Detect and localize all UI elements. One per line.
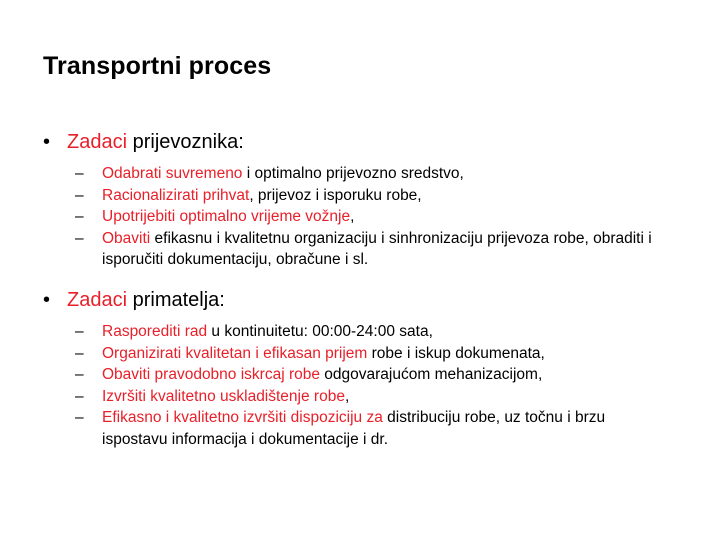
bullet-icon: • xyxy=(43,131,51,153)
dash-icon: – xyxy=(75,229,84,247)
dash-icon: – xyxy=(75,366,84,383)
dash-icon: – xyxy=(75,208,84,225)
list-item xyxy=(43,364,657,386)
item-text: robe i iskup dokumenata, xyxy=(367,344,545,362)
list-item xyxy=(43,386,657,408)
item-text: odgovarajućom mehanizacijom, xyxy=(319,366,543,383)
list-item xyxy=(43,321,657,343)
highlighted-text: Efikasno i kvalitetno izvršiti dispoziciju za xyxy=(102,409,383,426)
item-text: efikasnu i kvalitetnu organizaciju i sinhronizaciju prijevoza robe, obraditi i isporučiti dokumentaciju, obračune i sl. xyxy=(102,229,652,268)
dash-icon: – xyxy=(75,344,84,362)
section-carrier-tasks xyxy=(43,129,683,271)
item-text: i optimalno prijevozno sredstvo, xyxy=(242,165,464,182)
dash-icon: – xyxy=(75,387,84,405)
section-recipient-tasks xyxy=(43,287,683,450)
section-heading xyxy=(43,287,683,313)
slide-title: Transportni proces xyxy=(43,52,272,80)
highlighted-text: Rasporediti rad xyxy=(102,323,208,340)
item-text: , xyxy=(344,387,350,405)
list-item xyxy=(43,228,657,271)
list-item xyxy=(43,163,657,185)
dash-icon: – xyxy=(75,186,84,204)
item-text: u kontinuitetu: 00:00-24:00 sata, xyxy=(207,323,433,340)
heading-text: prijevoznika: xyxy=(127,131,244,153)
highlighted-text: Odabrati suvremeno xyxy=(102,165,243,182)
list-item xyxy=(43,343,657,365)
highlighted-text: Racionalizirati prihvat xyxy=(102,186,250,204)
section-heading xyxy=(43,129,683,155)
item-text: , prijevoz i isporuku robe, xyxy=(249,186,422,204)
bullet-icon: • xyxy=(43,289,51,311)
heading-text: primatelja: xyxy=(127,289,225,311)
heading-highlight: Zadaci xyxy=(67,131,128,153)
highlighted-text: Organizirati kvalitetan i efikasan prijem xyxy=(102,344,368,362)
item-text: , xyxy=(350,208,355,225)
list-item xyxy=(43,206,657,228)
list-item xyxy=(43,407,657,450)
dash-icon: – xyxy=(75,323,84,340)
dash-icon: – xyxy=(75,165,84,182)
dash-icon: – xyxy=(75,409,84,426)
highlighted-text: Obaviti pravodobno iskrcaj robe xyxy=(102,366,320,383)
sub-list xyxy=(43,321,683,450)
highlighted-text: Izvršiti kvalitetno uskladištenje robe xyxy=(102,387,345,405)
highlighted-text: Upotrijebiti optimalno vrijeme vožnje xyxy=(102,208,351,225)
heading-highlight: Zadaci xyxy=(67,289,128,311)
highlighted-text: Obaviti xyxy=(102,229,151,247)
list-item xyxy=(43,185,657,207)
item-text: distribuciju robe, uz točnu i brzu ispostavu informacija i dokumentacije i dr. xyxy=(102,409,606,448)
sub-list xyxy=(43,163,683,271)
